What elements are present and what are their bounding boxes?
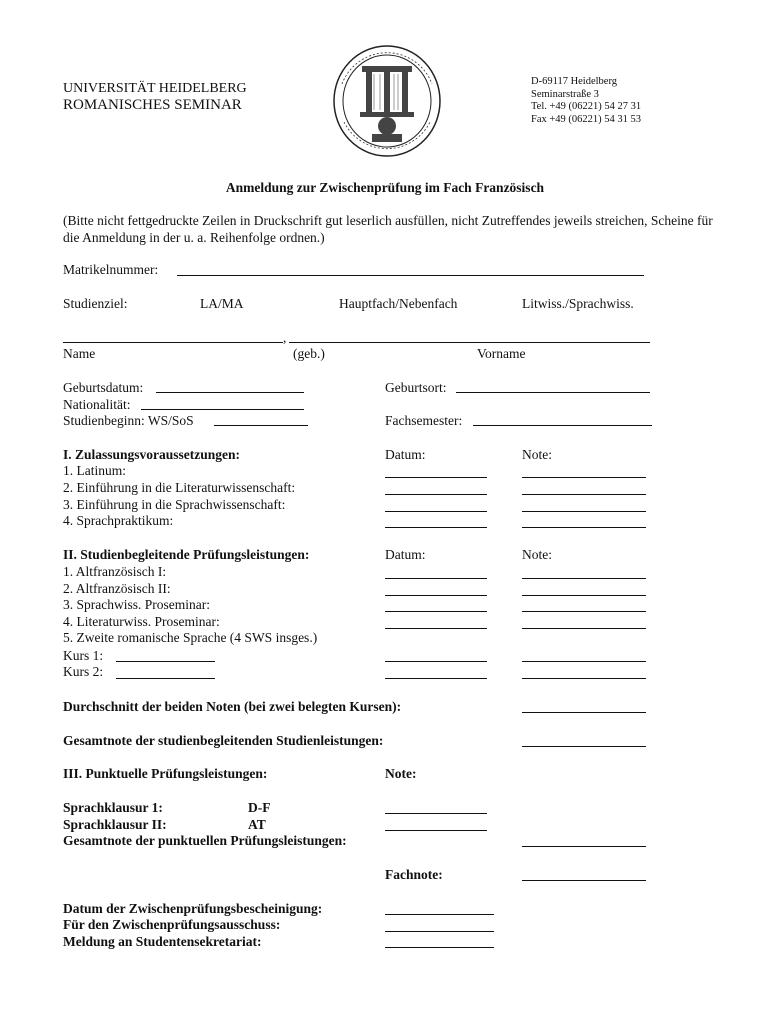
nationalitaet-field[interactable] [141, 409, 304, 410]
kurs2-label: Kurs 2: [63, 664, 104, 679]
section2-datum-header: Datum: [385, 547, 426, 562]
studienziel-option-wiss[interactable]: Litwiss./Sprachwiss. [522, 296, 634, 311]
section2-datum-field[interactable] [385, 661, 487, 662]
form-title: Anmeldung zur Zwischenprüfung im Fach Französisch [225, 180, 545, 195]
address-phone: Tel. +49 (06221) 54 27 31 [531, 101, 642, 112]
section2-note-field[interactable] [522, 595, 646, 596]
section3-heading: III. Punktuelle Prüfungsleistungen: [63, 766, 268, 781]
sprachklausur1-field[interactable] [385, 813, 487, 814]
section2-note-field[interactable] [522, 661, 646, 662]
contact-address [531, 76, 641, 126]
studienziel-label: Studienziel: [63, 296, 128, 311]
durchschnitt-label: Durchschnitt der beiden Noten (bei zwei belegten Kursen): [63, 699, 402, 714]
address-fax: Fax +49 (06221) 54 31 53 [531, 113, 642, 125]
matrikel-field[interactable] [177, 275, 644, 276]
section2-heading: II. Studienbegleitende Prüfungsleistungen: [63, 547, 310, 562]
section1-note-field[interactable] [522, 494, 646, 495]
ausschuss-field[interactable] [385, 931, 494, 932]
datum-bescheinigung-field[interactable] [385, 914, 494, 915]
seminar-title: ROMANISCHES SEMINAR [63, 97, 242, 113]
section1-heading: I. Zulassungsvoraussetzungen: [63, 447, 241, 462]
section2-note-field[interactable] [522, 611, 646, 612]
section2-note-header: Note: [522, 547, 552, 562]
vorname-field[interactable] [289, 342, 650, 343]
gesamtnote-punktuell-field[interactable] [522, 846, 646, 847]
section1-datum-field[interactable] [385, 527, 487, 528]
section2-datum-field[interactable] [385, 595, 487, 596]
sprachklausur2-code: AT [248, 817, 266, 832]
section2-item-zweite-sprache: 5. Zweite romanische Sprache (4 SWS insges.) [63, 630, 318, 645]
ausschuss-label: Für den Zwischenprüfungsausschuss: [63, 917, 281, 932]
section3-note-header: Note: [385, 766, 417, 781]
nationalitaet-label: Nationalität: [63, 397, 131, 412]
section1-item-sprachwiss: 3. Einführung in die Sprachwissenschaft: [63, 497, 286, 512]
studienbeginn-label: Studienbeginn: WS/SoS [63, 413, 194, 428]
section1-datum-field[interactable] [385, 511, 487, 512]
section2-item-altfr2: 2. Altfranzösisch II: [63, 581, 171, 596]
sprachklausur1-label: Sprachklausur 1: [63, 800, 163, 815]
kurs1-field[interactable] [116, 661, 215, 662]
address-city: D-69117 Heidelberg [531, 76, 618, 87]
kurs2-field[interactable] [116, 678, 215, 679]
name-label: Name [63, 346, 96, 361]
section1-note-field[interactable] [522, 511, 646, 512]
meldung-field[interactable] [385, 947, 494, 948]
section2-note-field[interactable] [522, 578, 646, 579]
section2-item-altfr1: 1. Altfranzösisch I: [63, 564, 167, 579]
university-title: UNIVERSITÄT HEIDELBERG [63, 81, 247, 96]
sprachklausur2-field[interactable] [385, 830, 487, 831]
university-seal-icon [332, 44, 442, 158]
section1-item-latinum: 1. Latinum: [63, 463, 126, 478]
matrikel-label: Matrikelnummer: [63, 262, 159, 277]
sprachklausur1-code: D-F [248, 800, 271, 815]
gesamtnote-studien-label: Gesamtnote der studienbegleitenden Studienleistungen: [63, 733, 384, 748]
studienziel-option-lama[interactable]: LA/MA [200, 296, 244, 311]
section1-item-praktikum: 4. Sprachpraktikum: [63, 513, 174, 528]
section1-note-header: Note: [522, 447, 552, 462]
sprachklausur2-label: Sprachklausur II: [63, 817, 167, 832]
datum-bescheinigung-label: Datum der Zwischenprüfungsbescheinigung: [63, 901, 323, 916]
university-name [63, 80, 247, 114]
section1-note-field[interactable] [522, 527, 646, 528]
section2-note-field[interactable] [522, 678, 646, 679]
fachnote-field[interactable] [522, 880, 646, 881]
fachsemester-field[interactable] [473, 425, 652, 426]
name-field[interactable] [63, 342, 283, 343]
section1-datum-field[interactable] [385, 477, 487, 478]
geburtsort-label: Geburtsort: [385, 380, 447, 395]
section1-datum-field[interactable] [385, 494, 487, 495]
section1-note-field[interactable] [522, 477, 646, 478]
section2-datum-field[interactable] [385, 578, 487, 579]
section2-item-sprachwiss: 3. Sprachwiss. Proseminar: [63, 597, 210, 612]
address-street: Seminarstraße 3 [531, 88, 599, 100]
geb-label: (geb.) [293, 346, 325, 361]
geburtsdatum-label: Geburtsdatum: [63, 380, 144, 395]
geburtsort-field[interactable] [456, 392, 650, 393]
section1-datum-header: Datum: [385, 447, 426, 462]
fachnote-label: Fachnote: [385, 867, 443, 882]
gesamtnote-studien-field[interactable] [522, 746, 646, 747]
form-instructions: (Bitte nicht fettgedruckte Zeilen in Druckschrift gut leserlich ausfüllen, nicht Zutreffendes jeweils streichen, Scheine für die Anmeldung in der u. a. Reihenfolge ordnen.) [63, 213, 713, 245]
fachsemester-label: Fachsemester: [385, 413, 463, 428]
section2-datum-field[interactable] [385, 678, 487, 679]
meldung-label: Meldung an Studentensekretariat: [63, 934, 262, 949]
studienbeginn-field[interactable] [214, 425, 308, 426]
section2-datum-field[interactable] [385, 611, 487, 612]
section2-item-litwiss: 4. Literaturwiss. Proseminar: [63, 614, 220, 629]
gesamtnote-punktuell-label: Gesamtnote der punktuellen Prüfungsleistungen: [63, 833, 347, 848]
vorname-label: Vorname [477, 346, 526, 361]
studienziel-option-fach[interactable]: Hauptfach/Nebenfach [339, 296, 458, 311]
kurs1-label: Kurs 1: [63, 648, 104, 663]
section2-note-field[interactable] [522, 628, 646, 629]
section2-datum-field[interactable] [385, 628, 487, 629]
section1-item-litwiss: 2. Einführung in die Literaturwissenschaft: [63, 480, 296, 495]
geburtsdatum-field[interactable] [156, 392, 304, 393]
name-comma: , [283, 330, 287, 345]
durchschnitt-field[interactable] [522, 712, 646, 713]
